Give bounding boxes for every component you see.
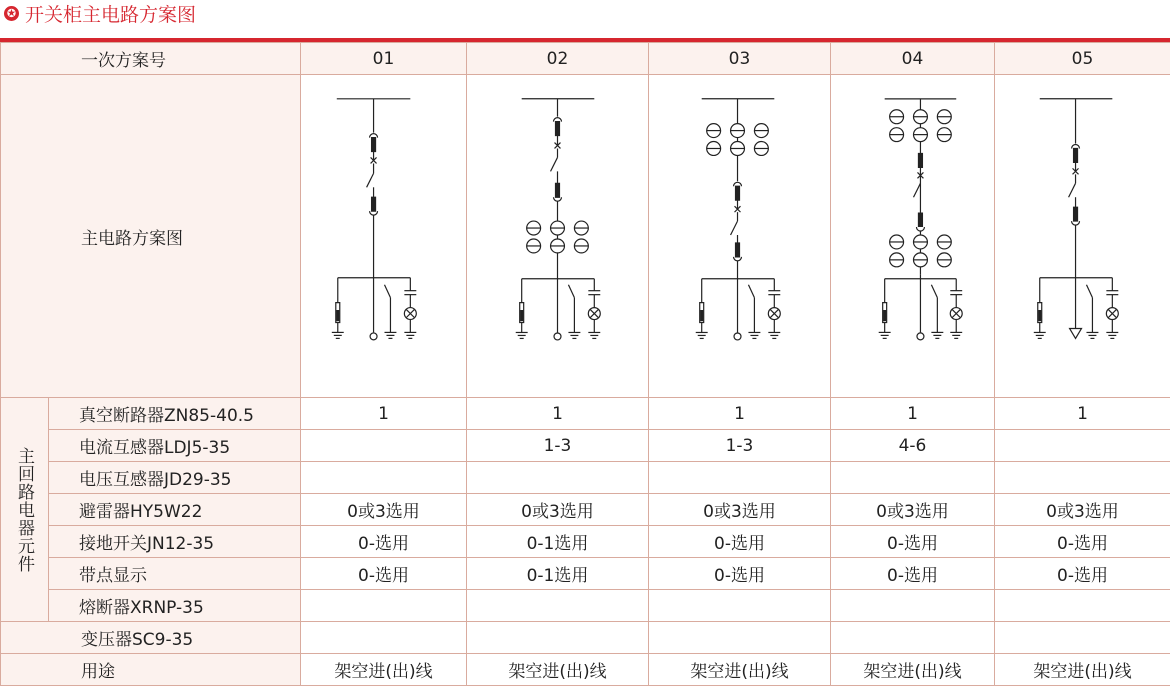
table-cell: 0或3选用 <box>301 494 467 526</box>
circuit-diagram-02 <box>467 75 649 398</box>
table-cell: 1 <box>649 398 831 430</box>
table-cell <box>467 590 649 622</box>
table-cell <box>467 462 649 494</box>
table-cell <box>995 462 1170 494</box>
table-cell: 0-1选用 <box>467 526 649 558</box>
table-cell: 0-选用 <box>301 558 467 590</box>
row-label: 避雷器HY5W22 <box>49 494 301 526</box>
component-row <box>1 494 1170 526</box>
transformer-row <box>1 622 1170 654</box>
table-cell <box>301 590 467 622</box>
table-cell <box>995 590 1170 622</box>
diagram-row <box>1 75 1170 398</box>
table-cell: 1 <box>831 398 995 430</box>
scheme-number: 02 <box>467 43 649 75</box>
table-cell: 架空进(出)线 <box>301 654 467 686</box>
usage-row <box>1 654 1170 686</box>
circuit-diagram-svg <box>467 75 648 397</box>
circuit-diagram-04 <box>831 75 995 398</box>
table-cell: 0-选用 <box>831 526 995 558</box>
component-row <box>1 462 1170 494</box>
table-cell <box>649 622 831 654</box>
table-cell: 1 <box>467 398 649 430</box>
circuit-diagram-05 <box>995 75 1170 398</box>
component-row <box>1 398 1170 430</box>
scheme-number: 01 <box>301 43 467 75</box>
table-cell: 1-3 <box>467 430 649 462</box>
table-cell <box>995 430 1170 462</box>
row-label: 变压器SC9-35 <box>1 622 301 654</box>
diagram-label: 主电路方案图 <box>1 75 301 398</box>
scheme-table <box>0 42 1170 686</box>
table-cell: 0或3选用 <box>649 494 831 526</box>
circuit-diagram-01 <box>301 75 467 398</box>
scheme-number: 05 <box>995 43 1170 75</box>
table-cell: 0或3选用 <box>831 494 995 526</box>
table-cell <box>831 462 995 494</box>
group-label: 主回路电器元件 <box>1 398 49 622</box>
page-title-text: 开关柜主电路方案图 <box>25 3 197 26</box>
circuit-diagram-svg <box>649 75 830 397</box>
component-row <box>1 558 1170 590</box>
table-cell <box>831 622 995 654</box>
row-label: 接地开关JN12-35 <box>49 526 301 558</box>
table-cell: 架空进(出)线 <box>831 654 995 686</box>
table-cell <box>467 622 649 654</box>
page-title <box>4 0 196 26</box>
circuit-diagram-03 <box>649 75 831 398</box>
row-label: 熔断器XRNP-35 <box>49 590 301 622</box>
table-cell: 0-选用 <box>649 526 831 558</box>
row-label: 真空断路器ZN85-40.5 <box>49 398 301 430</box>
component-row <box>1 526 1170 558</box>
table-cell: 1-3 <box>649 430 831 462</box>
table-cell: 1 <box>995 398 1170 430</box>
row-label: 电压互感器JD29-35 <box>49 462 301 494</box>
table-cell <box>301 462 467 494</box>
star-icon: ✪ <box>4 6 19 21</box>
table-cell: 架空进(出)线 <box>467 654 649 686</box>
circuit-diagram-svg <box>301 75 466 397</box>
table-cell <box>831 590 995 622</box>
table-cell: 4-6 <box>831 430 995 462</box>
table-cell: 1 <box>301 398 467 430</box>
component-row <box>1 590 1170 622</box>
table-cell: 0-选用 <box>995 526 1170 558</box>
row-label: 用途 <box>1 654 301 686</box>
table-cell <box>995 622 1170 654</box>
table-cell <box>301 430 467 462</box>
header-row <box>1 43 1170 75</box>
table-cell: 架空进(出)线 <box>995 654 1170 686</box>
table-cell: 0-选用 <box>831 558 995 590</box>
table-cell: 架空进(出)线 <box>649 654 831 686</box>
table-cell: 0-1选用 <box>467 558 649 590</box>
row-label: 带点显示 <box>49 558 301 590</box>
table-cell: 0-选用 <box>301 526 467 558</box>
circuit-diagram-svg <box>831 75 994 397</box>
table-cell: 0或3选用 <box>995 494 1170 526</box>
table-cell: 0或3选用 <box>467 494 649 526</box>
table-cell: 0-选用 <box>995 558 1170 590</box>
row-label: 电流互感器LDJ5-35 <box>49 430 301 462</box>
table-cell <box>649 462 831 494</box>
component-row <box>1 430 1170 462</box>
scheme-number: 04 <box>831 43 995 75</box>
table-cell <box>649 590 831 622</box>
header-label: 一次方案号 <box>1 43 301 75</box>
scheme-number: 03 <box>649 43 831 75</box>
table-cell: 0-选用 <box>649 558 831 590</box>
table-cell <box>301 622 467 654</box>
circuit-diagram-svg <box>995 75 1170 397</box>
